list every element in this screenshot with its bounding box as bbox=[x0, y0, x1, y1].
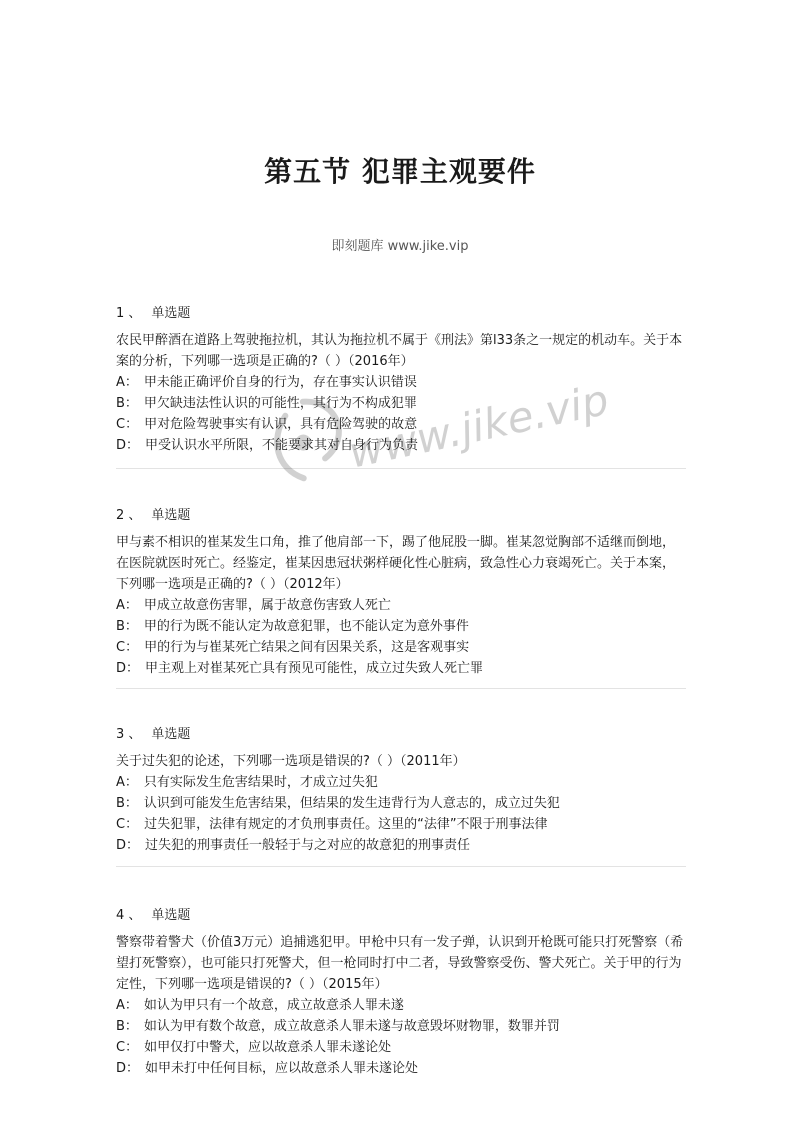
question-2 bbox=[116, 506, 686, 679]
option-key: B： bbox=[116, 619, 138, 634]
question-number: 1 、 bbox=[116, 306, 142, 321]
question-stem: 警察带着警犬（价值3万元）追捕逃犯甲。甲枪中只有一发子弹，认识到开枪既可能只打死警察（希望打死警察），也可能只打死警犬，但一枪同时打中二者，导致警察受伤、警犬死亡。关于甲的行为定性，下列哪一选项是错误的?（ ）（2015年） bbox=[116, 935, 684, 992]
option-key: A： bbox=[116, 598, 138, 613]
option-text: 如认为甲有数个故意，成立故意杀人罪未遂与故意毁坏财物罪，数罪并罚 bbox=[143, 1019, 560, 1034]
option-text: 甲欠缺违法性认识的可能性，其行为不构成犯罪 bbox=[143, 396, 417, 411]
option-text: 甲成立故意伤害罪，属于故意伤害致人死亡 bbox=[143, 598, 391, 613]
option-key: C： bbox=[116, 640, 139, 655]
question-number: 2 、 bbox=[116, 508, 142, 523]
option-key: D： bbox=[116, 661, 140, 676]
question-header bbox=[116, 506, 686, 526]
question-type: 单选题 bbox=[151, 306, 191, 321]
question-stem: 关于过失犯的论述，下列哪一选项是错误的?（ ）（2011年） bbox=[116, 754, 466, 769]
option-text: 甲主观上对崔某死亡具有预见可能性，成立过失致人死亡罪 bbox=[145, 661, 484, 676]
option-text: 如甲未打中任何目标，应以故意杀人罪未遂论处 bbox=[145, 1061, 419, 1076]
option-d[interactable] bbox=[116, 435, 686, 456]
option-a[interactable] bbox=[116, 772, 686, 793]
question-header bbox=[116, 906, 686, 926]
option-key: B： bbox=[116, 1019, 138, 1034]
option-key: C： bbox=[116, 1040, 139, 1055]
question-type: 单选题 bbox=[151, 508, 191, 523]
option-c[interactable] bbox=[116, 414, 686, 435]
question-3 bbox=[116, 725, 686, 856]
question-divider bbox=[116, 468, 686, 469]
question-4 bbox=[116, 906, 686, 1079]
option-b[interactable] bbox=[116, 1016, 686, 1037]
question-header bbox=[116, 725, 686, 745]
option-d[interactable] bbox=[116, 1058, 686, 1079]
option-b[interactable] bbox=[116, 616, 686, 637]
option-c[interactable] bbox=[116, 637, 686, 658]
option-text: 甲的行为与崔某死亡结果之间有因果关系，这是客观事实 bbox=[144, 640, 470, 655]
page-title: 第五节 犯罪主观要件 bbox=[264, 155, 536, 188]
option-text: 过失犯罪，法律有规定的才负刑事责任。这里的“法律”不限于刑事法律 bbox=[144, 817, 548, 832]
option-text: 甲的行为既不能认定为故意犯罪，也不能认定为意外事件 bbox=[143, 619, 469, 634]
option-text: 如认为甲只有一个故意，成立故意杀人罪未遂 bbox=[143, 998, 404, 1013]
option-text: 甲对危险驾驶事实有认识，具有危险驾驶的故意 bbox=[144, 417, 418, 432]
question-divider bbox=[116, 866, 686, 867]
option-d[interactable] bbox=[116, 835, 686, 856]
option-key: C： bbox=[116, 817, 139, 832]
option-text: 过失犯的刑事责任一般轻于与之对应的故意犯的刑事责任 bbox=[145, 838, 471, 853]
option-text: 只有实际发生危害结果时，才成立过失犯 bbox=[143, 775, 378, 790]
question-stem: 农民甲醉酒在道路上驾驶拖拉机，其认为拖拉机不属于《刑法》第l33条之一规定的机动车。关于本案的分析，下列哪一选项是正确的?（ ）（2016年） bbox=[116, 333, 683, 369]
option-key: A： bbox=[116, 775, 138, 790]
page-subtitle: 即刻题库 www.jike.vip bbox=[331, 239, 469, 254]
option-key: A： bbox=[116, 375, 138, 390]
option-b[interactable] bbox=[116, 393, 686, 414]
option-text: 认识到可能发生危害结果，但结果的发生违背行为人意志的，成立过失犯 bbox=[143, 796, 560, 811]
question-number: 3 、 bbox=[116, 727, 142, 742]
question-type: 单选题 bbox=[151, 727, 191, 742]
option-text: 甲未能正确评价自身的行为，存在事实认识错误 bbox=[143, 375, 417, 390]
option-a[interactable] bbox=[116, 995, 686, 1016]
question-1 bbox=[116, 304, 686, 456]
option-text: 如甲仅打中警犬，应以故意杀人罪未遂论处 bbox=[144, 1040, 392, 1055]
option-key: B： bbox=[116, 396, 138, 411]
option-c[interactable] bbox=[116, 814, 686, 835]
question-header bbox=[116, 304, 686, 324]
option-key: A： bbox=[116, 998, 138, 1013]
option-key: D： bbox=[116, 838, 140, 853]
watermark-text: www.jike.vip bbox=[344, 374, 613, 478]
option-a[interactable] bbox=[116, 372, 686, 393]
option-key: B： bbox=[116, 796, 138, 811]
option-b[interactable] bbox=[116, 793, 686, 814]
option-c[interactable] bbox=[116, 1037, 686, 1058]
question-number: 4 、 bbox=[116, 908, 142, 923]
option-key: D： bbox=[116, 1061, 140, 1076]
question-type: 单选题 bbox=[151, 908, 191, 923]
question-stem: 甲与素不相识的崔某发生口角，推了他肩部一下，踢了他屁股一脚。崔某忽觉胸部不适继而倒地，在医院就医时死亡。经鉴定，崔某因患冠状粥样硬化性心脏病，致急性心力衰竭死亡。关于本案，下列哪一选项是正确的?（ ）（2012年） bbox=[116, 535, 676, 592]
option-d[interactable] bbox=[116, 658, 686, 679]
option-text: 甲受认识水平所限，不能要求其对自身行为负责 bbox=[145, 438, 419, 453]
question-divider bbox=[116, 688, 686, 689]
option-key: D： bbox=[116, 438, 140, 453]
option-key: C： bbox=[116, 417, 139, 432]
option-a[interactable] bbox=[116, 595, 686, 616]
